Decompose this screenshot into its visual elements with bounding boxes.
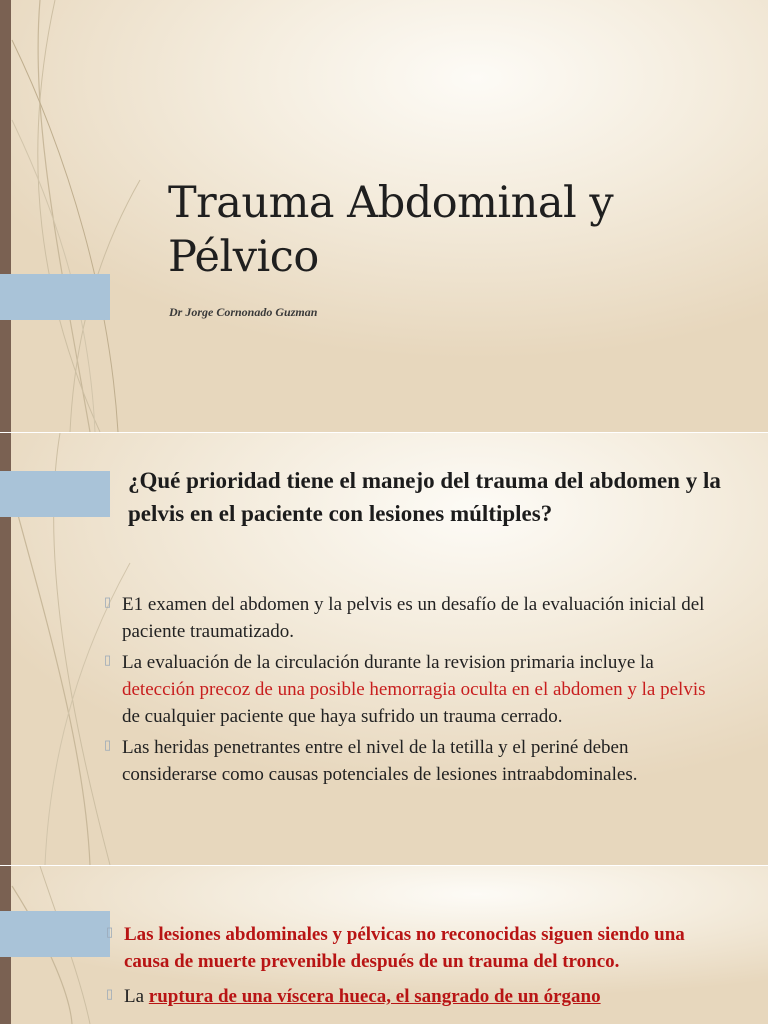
list-item [104, 649, 714, 730]
bullet-text: de cualquier paciente que haya sufrido un trauma cerrado. [122, 706, 563, 727]
bullet-icon: ▯ [104, 737, 112, 752]
list-item [104, 591, 714, 645]
highlighted-text: detección precoz de una posible hemorragia oculta en el abdomen y la pelvis [122, 679, 706, 700]
slide-heading-question: ¿Qué prioridad tiene el manejo del trauma del abdomen y la pelvis en el paciente con lesiones múltiples? [128, 468, 721, 526]
bullet-text: La [124, 986, 149, 1007]
bullet-icon: ▯ [106, 924, 114, 939]
list-item [106, 983, 716, 1010]
blue-arrow-tab [0, 911, 110, 957]
bullet-text: Las lesiones abdominales y pélvicas no reconocidas siguen siendo una causa de muerte prevenible después de un trauma del tronco. [124, 924, 685, 972]
page-title: Trauma Abdominal y Pélvico [168, 178, 614, 282]
bullet-list [104, 591, 714, 788]
decorative-swirl-lines [0, 0, 160, 432]
highlighted-text: ruptura de una víscera hueca, el sangrado de un órgano [148, 986, 601, 1007]
list-item [106, 921, 716, 975]
list-item [104, 734, 714, 788]
blue-arrow-tab [0, 471, 110, 517]
bullet-text: Las heridas penetrantes entre el nivel de la tetilla y el periné deben considerarse como causas potenciales de lesiones intraabdominales. [122, 737, 638, 785]
bullet-icon: ▯ [104, 594, 112, 609]
bullet-text: La evaluación de la circulación durante la revision primaria incluye la [122, 652, 654, 673]
bullet-icon: ▯ [104, 652, 112, 667]
bullet-icon: ▯ [106, 986, 114, 1001]
bullet-text: E1 examen del abdomen y la pelvis es un desafío de la evaluación inicial del paciente traumatizado. [122, 594, 705, 642]
bullet-list [106, 921, 716, 1010]
slide-title [0, 0, 768, 432]
blue-arrow-tab [0, 274, 110, 320]
author-subtitle: Dr Jorge Cornonado Guzman [169, 305, 318, 319]
